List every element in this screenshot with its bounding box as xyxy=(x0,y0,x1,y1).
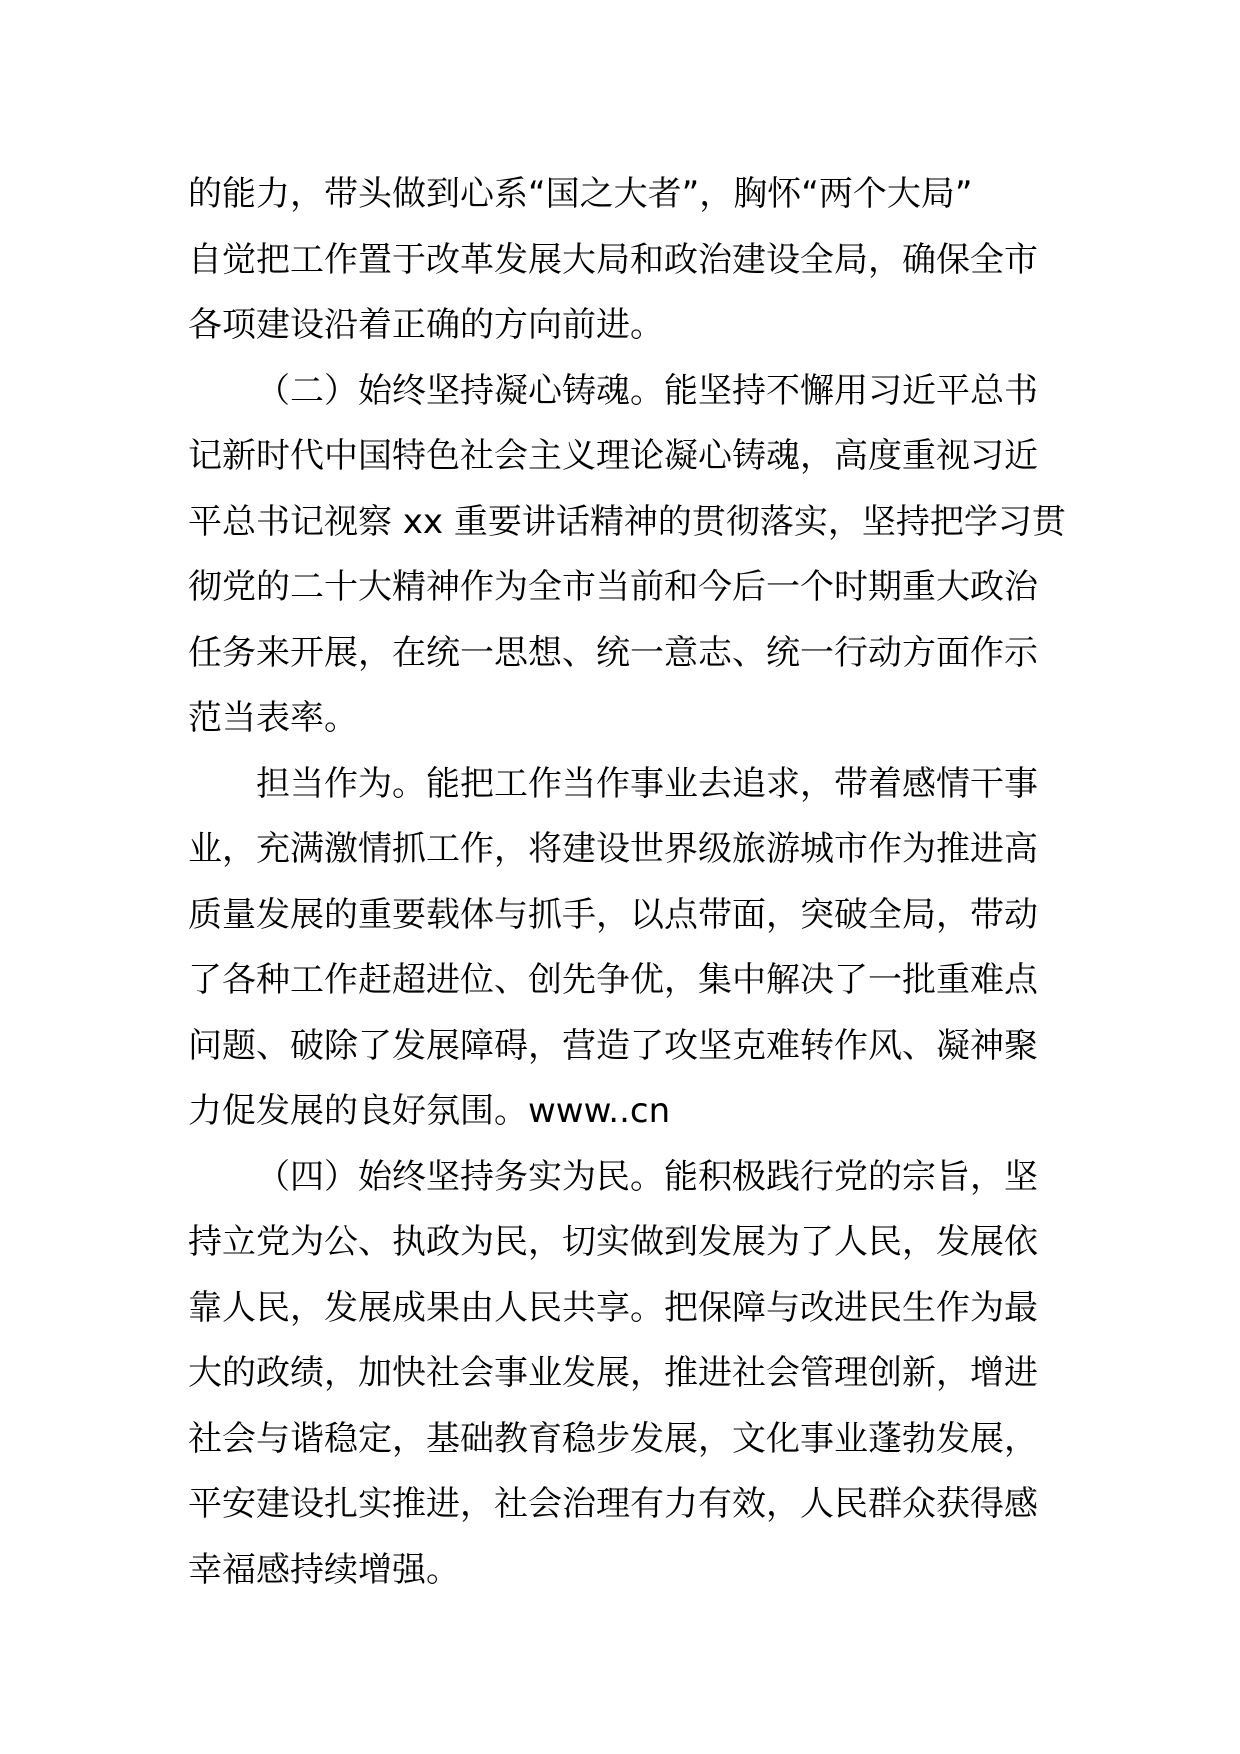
paragraph-responsibility xyxy=(188,752,1060,1145)
text-line: 记新时代中国特色社会主义理论凝心铸魂，高度重视习近 xyxy=(188,436,1038,476)
text-line: 了各种工作赶超进位、创先争优，集中解决了一批重难点 xyxy=(188,960,1038,1000)
text-line: 的能力，带头做到心系“国之大者”，胸怀“两个大局” xyxy=(188,174,973,214)
text-line: 问题、破除了发展障碍，营造了攻坚克难转作风、凝神聚 xyxy=(188,1025,1038,1066)
text-line: 幸福感持续增强。 xyxy=(188,1549,460,1590)
text-line: 大的政绩，加快社会事业发展，推进社会管理创新，增进 xyxy=(188,1353,1038,1393)
text-line: 各项建设沿着正确的方向前进。 xyxy=(188,305,664,345)
text-line: 彻党的二十大精神作为全市当前和今后一个时期重大政治 xyxy=(188,567,1038,607)
text-line: 范当表率。 xyxy=(188,698,358,738)
text-line: 自觉把工作置于改革发展大局和政治建设全局，确保全市 xyxy=(188,239,1038,280)
text-line: 质量发展的重要载体与抓手，以点带面，突破全局，带动 xyxy=(188,894,1038,935)
text-line: 平总书记视察 xx 重要讲话精神的贯彻落实，坚持把学习贯 xyxy=(188,501,1066,542)
text-line-first: （二）始终坚持凝心铸魂。能坚持不懈用习近平总书 xyxy=(256,370,1038,411)
paragraph-continuation xyxy=(188,162,1060,359)
text-line: 靠人民，发展成果由人民共享。把保障与改进民生作为最 xyxy=(188,1287,1038,1328)
text-line: 持立党为公、执政为民，切实做到发展为了人民，发展依 xyxy=(188,1222,1038,1262)
text-line-first: 担当作为。能把工作当作事业去追求，带着感情干事 xyxy=(256,763,1038,804)
document-body xyxy=(188,162,1066,1603)
text-line: 力促发展的良好氛围。www..cn xyxy=(188,1091,671,1131)
text-line-first: （四）始终坚持务实为民。能积极践行党的宗旨，坚 xyxy=(256,1156,1038,1197)
text-line: 任务来开展，在统一思想、统一意志、统一行动方面作示 xyxy=(188,632,1038,673)
text-line: 平安建设扎实推进，社会治理有力有效，人民群众获得感 xyxy=(188,1484,1038,1524)
text-line: 社会与谐稳定，基础教育稳步发展，文化事业蓬勃发展， xyxy=(188,1418,1038,1459)
text-line: 业，充满激情抓工作，将建设世界级旅游城市作为推进高 xyxy=(188,829,1038,869)
paragraph-section-four xyxy=(188,1145,1060,1604)
paragraph-section-two xyxy=(188,359,1066,752)
